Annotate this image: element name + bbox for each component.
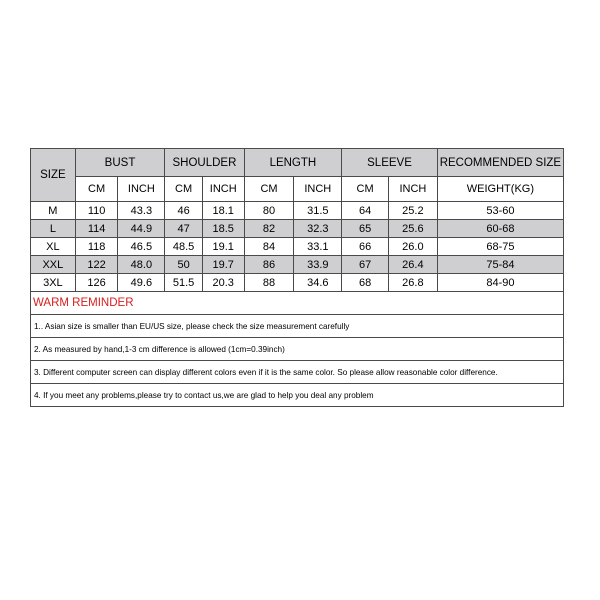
shoulder-cm-cell: 48.5 [165, 238, 203, 256]
note-4: 4. If you meet any problems,please try to contact us,we are glad to help you deal any problem [31, 384, 564, 407]
length-cm-cell: 84 [244, 238, 294, 256]
shoulder-header: SHOULDER [165, 149, 244, 177]
note-2: 2. As measured by hand,1-3 cm difference is allowed (1cm=0.39inch) [31, 338, 564, 361]
bust-header: BUST [75, 149, 165, 177]
weight-header: WEIGHT(KG) [437, 177, 563, 202]
sleeve-header: SLEEVE [342, 149, 438, 177]
bust-inch-cell: 48.0 [118, 256, 165, 274]
size-cell: XL [31, 238, 76, 256]
length-cm-cell: 80 [244, 202, 294, 220]
size-row-xl [31, 238, 564, 256]
size-cell: 3XL [31, 274, 76, 292]
shoulder-cm-header: CM [165, 177, 203, 202]
note-row [31, 361, 564, 384]
bust-cm-cell: 118 [75, 238, 118, 256]
bust-inch-cell: 43.3 [118, 202, 165, 220]
warm-reminder-row [31, 292, 564, 315]
weight-cell: 53-60 [437, 202, 563, 220]
length-inch-cell: 31.5 [294, 202, 342, 220]
shoulder-inch-cell: 19.7 [202, 256, 244, 274]
shoulder-cm-cell: 50 [165, 256, 203, 274]
length-inch-cell: 33.9 [294, 256, 342, 274]
note-3: 3. Different computer screen can display different colors even if it is the same color. So please allow reasonable color difference. [31, 361, 564, 384]
sleeve-cm-header: CM [342, 177, 389, 202]
size-chart-table [30, 148, 564, 407]
note-row [31, 384, 564, 407]
header-row [31, 149, 564, 177]
shoulder-inch-cell: 18.1 [202, 202, 244, 220]
bust-cm-cell: 126 [75, 274, 118, 292]
sleeve-cm-cell: 66 [342, 238, 389, 256]
note-row [31, 315, 564, 338]
note-1: 1.. Asian size is smaller than EU/US size, please check the size measurement carefully [31, 315, 564, 338]
length-cm-cell: 86 [244, 256, 294, 274]
size-row-xxl [31, 256, 564, 274]
bust-cm-cell: 114 [75, 220, 118, 238]
length-cm-cell: 82 [244, 220, 294, 238]
size-cell: XXL [31, 256, 76, 274]
size-cell: L [31, 220, 76, 238]
sleeve-inch-cell: 26.8 [388, 274, 437, 292]
warm-reminder-title: WARM REMINDER [31, 292, 564, 315]
sleeve-cm-cell: 65 [342, 220, 389, 238]
bust-inch-cell: 46.5 [118, 238, 165, 256]
bust-cm-header: CM [75, 177, 118, 202]
bust-cm-cell: 110 [75, 202, 118, 220]
size-cell: M [31, 202, 76, 220]
shoulder-inch-header: INCH [202, 177, 244, 202]
sleeve-cm-cell: 67 [342, 256, 389, 274]
weight-cell: 60-68 [437, 220, 563, 238]
shoulder-cm-cell: 47 [165, 220, 203, 238]
length-inch-cell: 32.3 [294, 220, 342, 238]
shoulder-inch-cell: 19.1 [202, 238, 244, 256]
subheader-row [31, 177, 564, 202]
recommended-size-header: RECOMMENDED SIZE [437, 149, 563, 177]
size-row-m [31, 202, 564, 220]
sleeve-cm-cell: 68 [342, 274, 389, 292]
length-header: LENGTH [244, 149, 342, 177]
sleeve-inch-cell: 25.2 [388, 202, 437, 220]
length-inch-header: INCH [294, 177, 342, 202]
size-header: SIZE [31, 149, 76, 202]
shoulder-inch-cell: 18.5 [202, 220, 244, 238]
note-row [31, 338, 564, 361]
shoulder-inch-cell: 20.3 [202, 274, 244, 292]
weight-cell: 68-75 [437, 238, 563, 256]
length-cm-cell: 88 [244, 274, 294, 292]
length-cm-header: CM [244, 177, 294, 202]
size-row-3xl [31, 274, 564, 292]
sleeve-inch-header: INCH [388, 177, 437, 202]
weight-cell: 84-90 [437, 274, 563, 292]
sleeve-inch-cell: 26.4 [388, 256, 437, 274]
shoulder-cm-cell: 46 [165, 202, 203, 220]
sleeve-inch-cell: 25.6 [388, 220, 437, 238]
bust-inch-cell: 49.6 [118, 274, 165, 292]
shoulder-cm-cell: 51.5 [165, 274, 203, 292]
length-inch-cell: 33.1 [294, 238, 342, 256]
bust-inch-header: INCH [118, 177, 165, 202]
bust-inch-cell: 44.9 [118, 220, 165, 238]
size-row-l [31, 220, 564, 238]
length-inch-cell: 34.6 [294, 274, 342, 292]
bust-cm-cell: 122 [75, 256, 118, 274]
weight-cell: 75-84 [437, 256, 563, 274]
sleeve-inch-cell: 26.0 [388, 238, 437, 256]
sleeve-cm-cell: 64 [342, 202, 389, 220]
